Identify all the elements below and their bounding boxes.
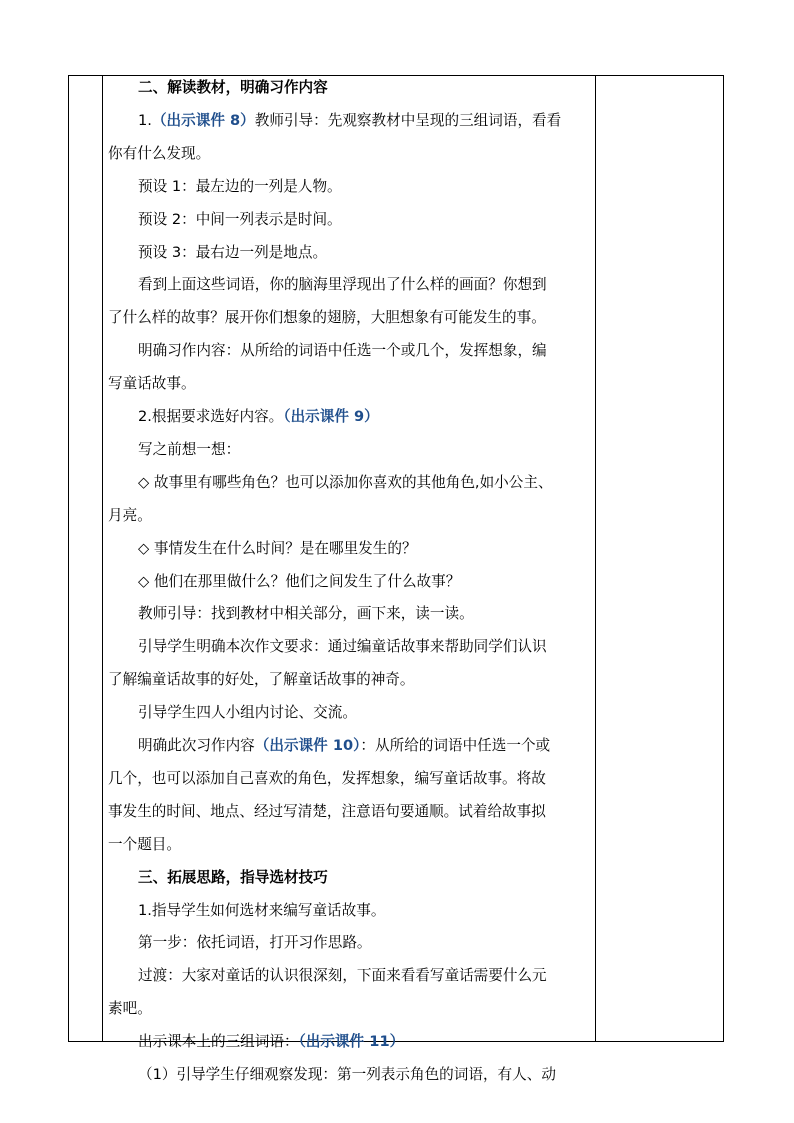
text-line xyxy=(108,506,152,526)
text-line xyxy=(138,539,417,559)
text-run: 2.根据要求选好内容。 xyxy=(138,408,284,425)
text-line xyxy=(108,670,414,690)
text-run: 了解编童话故事的好处，了解童话故事的神奇。 xyxy=(108,671,415,689)
text-line xyxy=(108,769,546,789)
text-line xyxy=(108,999,152,1019)
text-line xyxy=(138,1032,404,1052)
text-run: 预设 2：中间一列表示是时间。 xyxy=(138,210,342,228)
text-run: 你有什么发现。 xyxy=(108,144,211,162)
text-line xyxy=(138,275,547,295)
text-run: 预设 1：最左边的一列是人物。 xyxy=(138,177,342,195)
text-line xyxy=(138,243,327,263)
text-run: 教师引导：先观察教材中呈现的三组词语，看看 xyxy=(254,111,562,129)
text-run: 出示课本上的三组词语： xyxy=(138,1033,299,1051)
text-line xyxy=(138,868,328,888)
section-heading: 二、解读教材，明确习作内容 xyxy=(138,79,328,96)
text-line xyxy=(108,308,546,328)
text-line xyxy=(108,835,181,855)
text-run: 月亮。 xyxy=(108,506,152,524)
text-line xyxy=(138,1065,556,1085)
text-run: 过渡：大家对童话的认识很深刻，下面来看看写童话需要什么元 xyxy=(138,967,547,985)
text-run: 明确此次习作内容 xyxy=(138,737,255,754)
text-line xyxy=(138,703,357,723)
text-run: 写之前想一想： xyxy=(138,440,241,458)
text-run: 看到上面这些词语，你的脑海里浮现出了什么样的画面？你想到 xyxy=(138,276,547,294)
text-run: 引导学生明确本次作文要求：通过编童话故事来帮助同学们认识 xyxy=(138,638,547,656)
text-line xyxy=(138,901,385,921)
courseware-ref: （出示课件 10） xyxy=(254,737,361,754)
text-run: 预设 3：最右边一列是地点。 xyxy=(138,243,328,261)
text-run: 明确习作内容：从所给的词语中任选一个或几个，发挥想象，编 xyxy=(138,342,547,360)
text-run: 一个题目。 xyxy=(108,835,181,853)
courseware-ref: （出示课件 11） xyxy=(298,1033,405,1051)
text-line xyxy=(138,933,372,953)
text-run: ◇ 事情发生在什么时间？是在哪里发生的？ xyxy=(138,539,417,557)
text-run: 1.指导学生如何选材来编写童话故事。 xyxy=(138,901,386,919)
text-run: 引导学生四人小组内讨论、交流。 xyxy=(138,704,357,722)
text-line xyxy=(138,604,474,624)
text-line xyxy=(138,637,547,657)
text-line xyxy=(108,144,210,164)
text-line xyxy=(138,966,547,986)
text-line xyxy=(138,341,547,361)
text-run: ：从所给的词语中任选一个或 xyxy=(360,737,551,754)
table-divider-left xyxy=(102,76,103,1041)
text-line xyxy=(108,374,196,394)
text-line xyxy=(138,473,553,493)
text-line xyxy=(138,111,561,131)
text-line xyxy=(138,736,550,756)
courseware-ref: （出示课件 8） xyxy=(151,111,255,129)
text-line xyxy=(138,210,342,230)
section-heading: 三、拓展思路，指导选材技巧 xyxy=(138,868,328,886)
text-run: （1）引导学生仔细观察发现：第一列表示角色的词语，有人、动 xyxy=(138,1066,556,1083)
text-line xyxy=(138,440,240,460)
text-run: 1. xyxy=(138,111,152,129)
text-line xyxy=(138,407,379,427)
text-line xyxy=(138,78,328,98)
text-run: 了什么样的故事？展开你们想象的翅膀，大胆想象有可能发生的事。 xyxy=(108,309,546,327)
text-line xyxy=(138,177,342,197)
text-run: 事发生的时间、地点、经过写清楚，注意语句要通顺。试着给故事拟 xyxy=(108,802,546,820)
text-line xyxy=(108,802,546,822)
text-run: 第一步：依托词语，打开习作思路。 xyxy=(138,934,372,952)
text-run: 素吧。 xyxy=(108,1000,152,1018)
text-run: ◇ 故事里有哪些角色？也可以添加你喜欢的其他角色,如小公主、 xyxy=(138,473,553,491)
text-line xyxy=(138,572,460,592)
text-run: ◇ 他们在那里做什么？他们之间发生了什么故事？ xyxy=(138,572,461,590)
text-run: 几个，也可以添加自己喜欢的角色，发挥想象，编写童话故事。将故 xyxy=(108,769,546,787)
courseware-ref: （出示课件 9） xyxy=(283,408,379,425)
text-run: 教师引导：找到教材中相关部分，画下来，读一读。 xyxy=(138,605,474,623)
text-run: 写童话故事。 xyxy=(108,375,196,393)
table-divider-right xyxy=(595,76,596,1041)
